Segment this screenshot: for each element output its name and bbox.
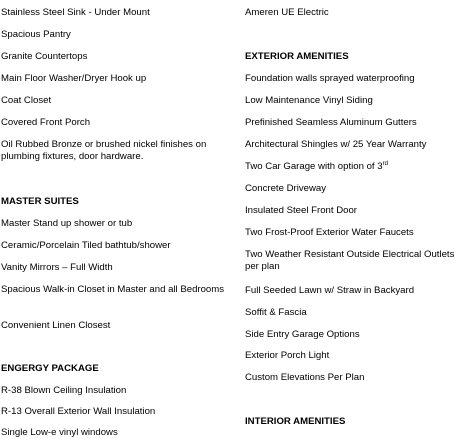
- feature-item-coat-closet: Coat Closet: [1, 95, 52, 106]
- feature-item-countertops: Granite Countertops: [1, 51, 88, 62]
- master-item-vanity-mirrors: Vanity Mirrors – Full Width: [1, 262, 113, 273]
- exterior-item-waterproofing: Foundation walls sprayed waterproofing: [245, 73, 415, 84]
- exterior-item-vinyl-siding: Low Maintenance Vinyl Siding: [245, 95, 373, 106]
- exterior-item-front-door: Insulated Steel Front Door: [245, 205, 357, 216]
- exterior-item-soffit: Soffit & Fascia: [245, 307, 307, 318]
- exterior-item-shingles: Architectural Shingles w/ 25 Year Warranty: [245, 139, 427, 150]
- master-item-linen-closet: Convenient Linen Closest: [1, 320, 111, 331]
- master-item-walk-in-closet: Spacious Walk-in Closet in Master and all Bedrooms: [1, 284, 225, 295]
- feature-item-washer-dryer: Main Floor Washer/Dryer Hook up: [1, 73, 147, 84]
- exterior-item-side-entry: Side Entry Garage Options: [245, 329, 360, 340]
- exterior-item-lawn: Full Seeded Lawn w/ Straw in Backyard: [245, 285, 415, 296]
- master-item-shower: Master Stand up shower or tub: [1, 218, 133, 229]
- master-item-tiled-bathtub: Ceramic/Porcelain Tiled bathtub/shower: [1, 240, 171, 251]
- feature-item-sink: Stainless Steel Sink - Under Mount: [1, 7, 150, 18]
- exterior-item-outlets: Two Weather Resistant Outside Electrical Outlets per plan: [245, 249, 455, 272]
- exterior-amenities-heading: EXTERIOR AMENITIES: [245, 51, 349, 62]
- exterior-item-driveway: Concrete Driveway: [245, 183, 327, 194]
- energy-item-ceiling-insulation: R-38 Blown Ceiling Insulation: [1, 385, 127, 396]
- feature-item-front-porch: Covered Front Porch: [1, 117, 91, 128]
- exterior-item-elevations: Custom Elevations Per Plan: [245, 372, 365, 383]
- interior-amenities-heading: INTERIOR AMENITIES: [245, 416, 346, 427]
- exterior-item-gutters: Prefinished Seamless Aluminum Gutters: [245, 117, 417, 128]
- garage-superscript: rd: [382, 161, 388, 167]
- master-suites-heading: MASTER SUITES: [1, 196, 79, 207]
- energy-item-wall-insulation: R-13 Overall Exterior Wall Insulation: [1, 406, 156, 417]
- exterior-item-porch-light: Exterior Porch Light: [245, 350, 330, 361]
- feature-item-pantry: Spacious Pantry: [1, 29, 71, 40]
- feature-item-finishes: Oil Rubbed Bronze or brushed nickel finishes on plumbing fixtures, door hardware.: [1, 139, 207, 162]
- exterior-item-garage: [245, 161, 469, 173]
- garage-text: Two Car Garage with option of 3: [245, 161, 383, 172]
- feature-item-electric: Ameren UE Electric: [245, 7, 329, 18]
- energy-item-windows: Single Low-e vinyl windows: [1, 427, 118, 438]
- energy-package-heading: ENGERGY PACKAGE: [1, 363, 99, 374]
- exterior-item-water-faucets: Two Frost-Proof Exterior Water Faucets: [245, 227, 414, 238]
